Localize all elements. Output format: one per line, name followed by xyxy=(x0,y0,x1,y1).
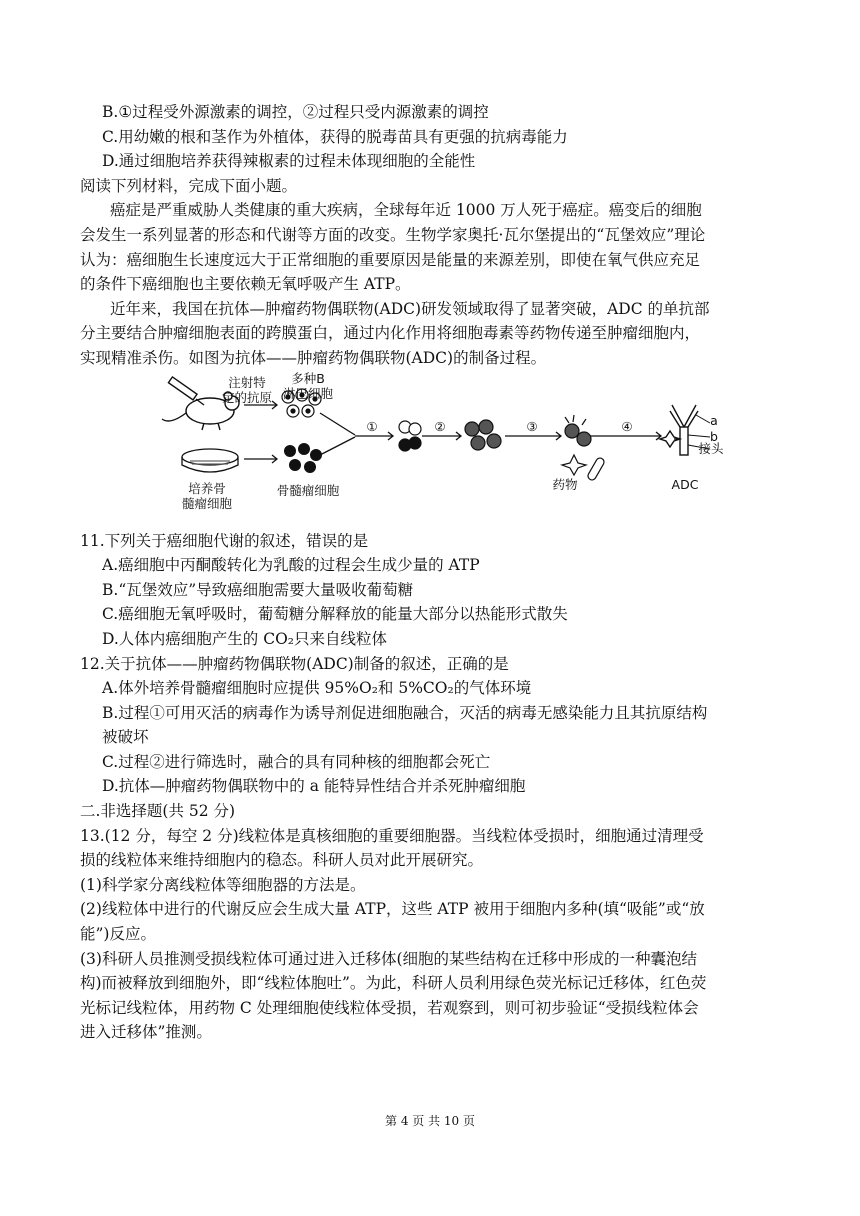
text-line-q11: 11.下列关于癌细胞代谢的叙述，错误的是 xyxy=(80,531,369,550)
text-line-q12b2: 被破坏 xyxy=(102,728,149,747)
label-cultured-myeloma: 培养骨 髓瘤细胞 xyxy=(181,480,232,511)
text-line-q13a: 13.(12 分，每空 2 分)线粒体是真核细胞的重要细胞器。当线粒体受损时，细胞通过清理受 xyxy=(80,826,704,845)
text-line-p1c: 认为：癌细胞生长速度远大于正常细胞的重要原因是能量的来源差别，即使在氧气供应充足 xyxy=(80,250,701,269)
text-line-q10b: B.①过程受外源激素的调控，②过程只受内源激素的调控 xyxy=(102,103,489,121)
text-line-q12b1: B.过程①可用灭活的病毒作为诱导剂促进细胞融合，灭活的病毒无感染能力且其抗原结构 xyxy=(102,703,708,722)
label-linker: 接头 xyxy=(698,440,724,456)
text-line-q10c: C.用幼嫩的根和茎作为外植体，获得的脱毒苗具有更强的抗病毒能力 xyxy=(102,127,568,146)
syringe-icon xyxy=(168,376,204,404)
text-line-q13b: 损的线粒体来维持细胞内的稳态。科研人员对此开展研究。 xyxy=(80,851,484,870)
text-line-q12c: C.过程②进行筛选时，融合的具有同种核的细胞都会死亡 xyxy=(102,752,491,771)
text-line-p1a: 癌症是严重威胁人类健康的重大疾病，全球每年近 1000 万人死于癌症。癌变后的细胞 xyxy=(110,201,702,220)
label-adc: ADC xyxy=(671,476,699,492)
text-line-q11b: B.“瓦堡效应”导致癌细胞需要大量吸收葡萄糖 xyxy=(102,580,414,599)
adc-antibody-icon xyxy=(660,405,698,455)
fused-cells xyxy=(399,421,421,451)
text-line-p1d: 的条件下癌细胞也主要依赖无氧呼吸产生 ATP。 xyxy=(80,275,411,294)
text-line-q13_3a: (3)科研人员推测受损线粒体可通过进入迁移体(细胞的某些结构在迁移中形成的一种囊泡结 xyxy=(80,949,698,968)
step-2-label: ② xyxy=(434,418,446,434)
text-line-q11d: D.人体内癌细胞产生的 CO₂只来自线粒体 xyxy=(102,629,388,648)
bottom-text-block xyxy=(80,529,790,1045)
text-line-read: 阅读下列材料，完成下面小题。 xyxy=(80,176,298,195)
text-line-q12a: A.体外培养骨髓瘤细胞时应提供 95%O₂和 5%CO₂的气体环境 xyxy=(102,679,532,698)
step-1-label: ① xyxy=(366,418,378,434)
text-line-q11c: C.癌细胞无氧呼吸时，葡萄糖分解释放的能量大部分以热能形式散失 xyxy=(102,605,568,624)
text-line-p2c: 实现精准杀伤。如图为抗体——肿瘤药物偶联物(ADC)的制备过程。 xyxy=(80,348,547,367)
label-b-lymphocytes: 多种B 淋巴细胞 xyxy=(282,370,333,401)
text-line-q13_2a: (2)线粒体中进行的代谢反应会生成大量 ATP，这些 ATP 被用于细胞内多种(填“吸能”或“放 xyxy=(80,900,705,919)
text-line-q10d: D.通过细胞培养获得辣椒素的过程未体现细胞的全能性 xyxy=(102,152,476,171)
label-injected-antigen: 注射特 定的抗原 xyxy=(221,374,272,405)
text-line-p2a: 近年来，我国在抗体—肿瘤药物偶联物(ADC)研发领域取得了显著突破，ADC 的单抗部 xyxy=(110,299,710,318)
text-line-q12d: D.抗体—肿瘤药物偶联物中的 a 能特异性结合并杀死肿瘤细胞 xyxy=(102,777,526,796)
antibody-cells xyxy=(565,415,591,446)
label-drug: 药物 xyxy=(552,476,578,492)
step-4-label: ④ xyxy=(621,418,633,434)
document-page xyxy=(80,100,790,1045)
text-line-p1b: 会发生一系列显著的形态和代谢等方面的改变。生物学家奥托·瓦尔堡提出的“瓦堡效应”理论 xyxy=(80,225,706,244)
text-line-q12: 12.关于抗体——肿瘤药物偶联物(ADC)制备的叙述，正确的是 xyxy=(80,654,509,673)
text-line-q13_1: (1)科学家分离线粒体等细胞器的方法是。 xyxy=(80,875,366,894)
page-footer: 第 4 页 共 10 页 xyxy=(385,1114,475,1128)
text-line-q13_3c: 光标记线粒体，用药物 C 处理细胞使线粒体受损，若观察到，则可初步验证“受损线粒体会 xyxy=(80,998,699,1017)
myeloma-cell-cluster xyxy=(284,443,322,473)
text-line-q11a: A.癌细胞中丙酮酸转化为乳酸的过程会生成少量的 ATP xyxy=(102,556,480,575)
text-line-q13_3b: 构)而被释放到细胞外，即“线粒体胞吐”。为此，科研人员利用绿色荧光标记迁移体，红色荧 xyxy=(80,974,707,993)
label-b: b xyxy=(710,428,718,444)
text-line-q13_2b: 能”)反应。 xyxy=(80,925,156,944)
text-line-p2b: 分主要结合肿瘤细胞表面的跨膜蛋白，通过内化作用将细胞毒素等药物传递至肿瘤细胞内， xyxy=(80,324,701,343)
adc-preparation-figure xyxy=(160,370,724,525)
top-text-block xyxy=(80,100,790,371)
label-myeloma-cells: 骨髓瘤细胞 xyxy=(276,482,340,498)
text-line-q13_3d: 进入迁移体”推测。 xyxy=(80,1023,212,1042)
text-line-sec2: 二.非选择题(共 52 分) xyxy=(80,802,236,821)
hybridoma-cells xyxy=(465,420,501,450)
step-3-label: ③ xyxy=(526,418,538,434)
label-a: a xyxy=(710,412,718,428)
petri-dish-icon xyxy=(182,449,238,472)
